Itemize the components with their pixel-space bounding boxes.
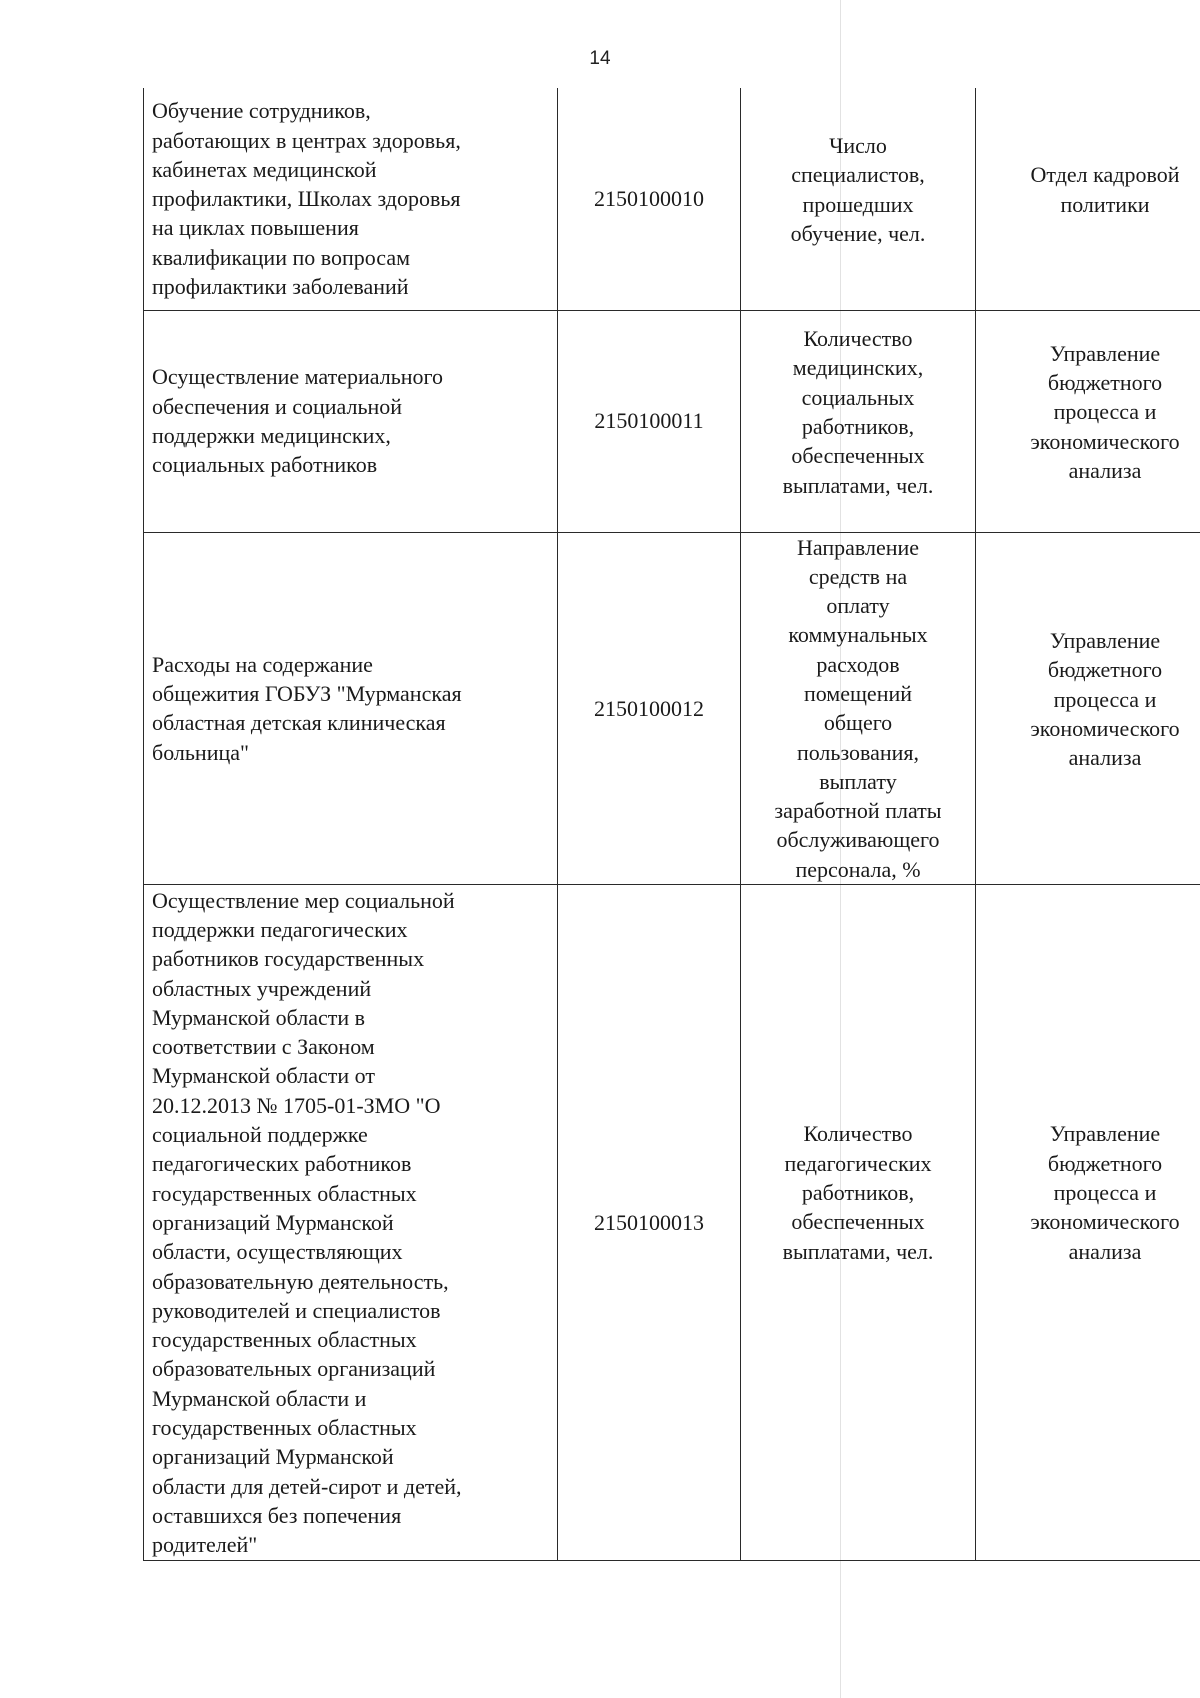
indicator-cell xyxy=(741,532,976,885)
department-cell xyxy=(976,885,1200,1561)
table-row xyxy=(144,532,1200,885)
code-cell xyxy=(558,310,741,532)
department-cell xyxy=(976,532,1200,885)
table-row xyxy=(144,88,1200,310)
table-row xyxy=(144,885,1200,1561)
indicator-cell xyxy=(741,88,976,310)
department-cell xyxy=(976,310,1200,532)
department-text: Отдел кадровой политики xyxy=(1030,162,1180,217)
indicator-text: Число специалистов, прошедших обучение, чел. xyxy=(790,133,926,247)
code-cell xyxy=(558,885,741,1561)
code-cell xyxy=(558,532,741,885)
indicator-text: Направление средств на оплату коммунальных расходов помещений общего пользования, выплату заработной платы обслуживающего персонала, % xyxy=(774,534,942,882)
page-number: 14 xyxy=(589,48,611,69)
activity-name: Осуществление мер социальной поддержки педагогических работников государственных областных учреждений Мурманской области в соответствии с Законом Мурманской области от 20.12.2013 № 1705-01-ЗМО "О социальной поддержке педагогических работников государственных областных организаций Мурманской области, осуществляющих образовательную деятельность, руководителей и специалистов государственных областных образовательных организаций Мурманской области и государственных областных организаций Мурманской области для детей-сирот и детей, оставшихся без попечения родителей" xyxy=(152,887,462,1558)
department-text: Управление бюджетного процесса и экономического анализа xyxy=(1030,340,1180,483)
indicator-cell xyxy=(741,885,976,1561)
activity-name: Осуществление материального обеспечения и социальной поддержки медицинских, социальных работников xyxy=(152,364,443,478)
indicator-cell xyxy=(741,310,976,532)
activity-code: 2150100013 xyxy=(594,1209,704,1235)
program-activities-table xyxy=(143,88,1200,1561)
activity-name-cell xyxy=(144,532,558,885)
activity-code: 2150100010 xyxy=(594,186,704,212)
activity-code: 2150100011 xyxy=(594,408,704,434)
activity-name: Обучение сотрудников, работающих в центрах здоровья, кабинетах медицинской профилактики, Школах здоровья на циклах повышения квалификации по вопросам профилактики заболеваний xyxy=(152,98,461,299)
code-cell xyxy=(558,88,741,310)
indicator-text: Количество медицинских, социальных работников, обеспеченных выплатами, чел. xyxy=(782,326,934,498)
department-text: Управление бюджетного процесса и экономического анализа xyxy=(1030,628,1180,771)
table-row xyxy=(144,310,1200,532)
indicator-text: Количество педагогических работников, обеспеченных выплатами, чел. xyxy=(782,1121,934,1264)
activity-code: 2150100012 xyxy=(594,695,704,721)
activity-name: Расходы на содержание общежития ГОБУЗ "Мурманская областная детская клиническая больница" xyxy=(152,651,462,765)
activity-name-cell xyxy=(144,88,558,310)
activity-name-cell xyxy=(144,885,558,1561)
activity-name-cell xyxy=(144,310,558,532)
department-text: Управление бюджетного процесса и экономического анализа xyxy=(1030,1121,1180,1264)
department-cell xyxy=(976,88,1200,310)
